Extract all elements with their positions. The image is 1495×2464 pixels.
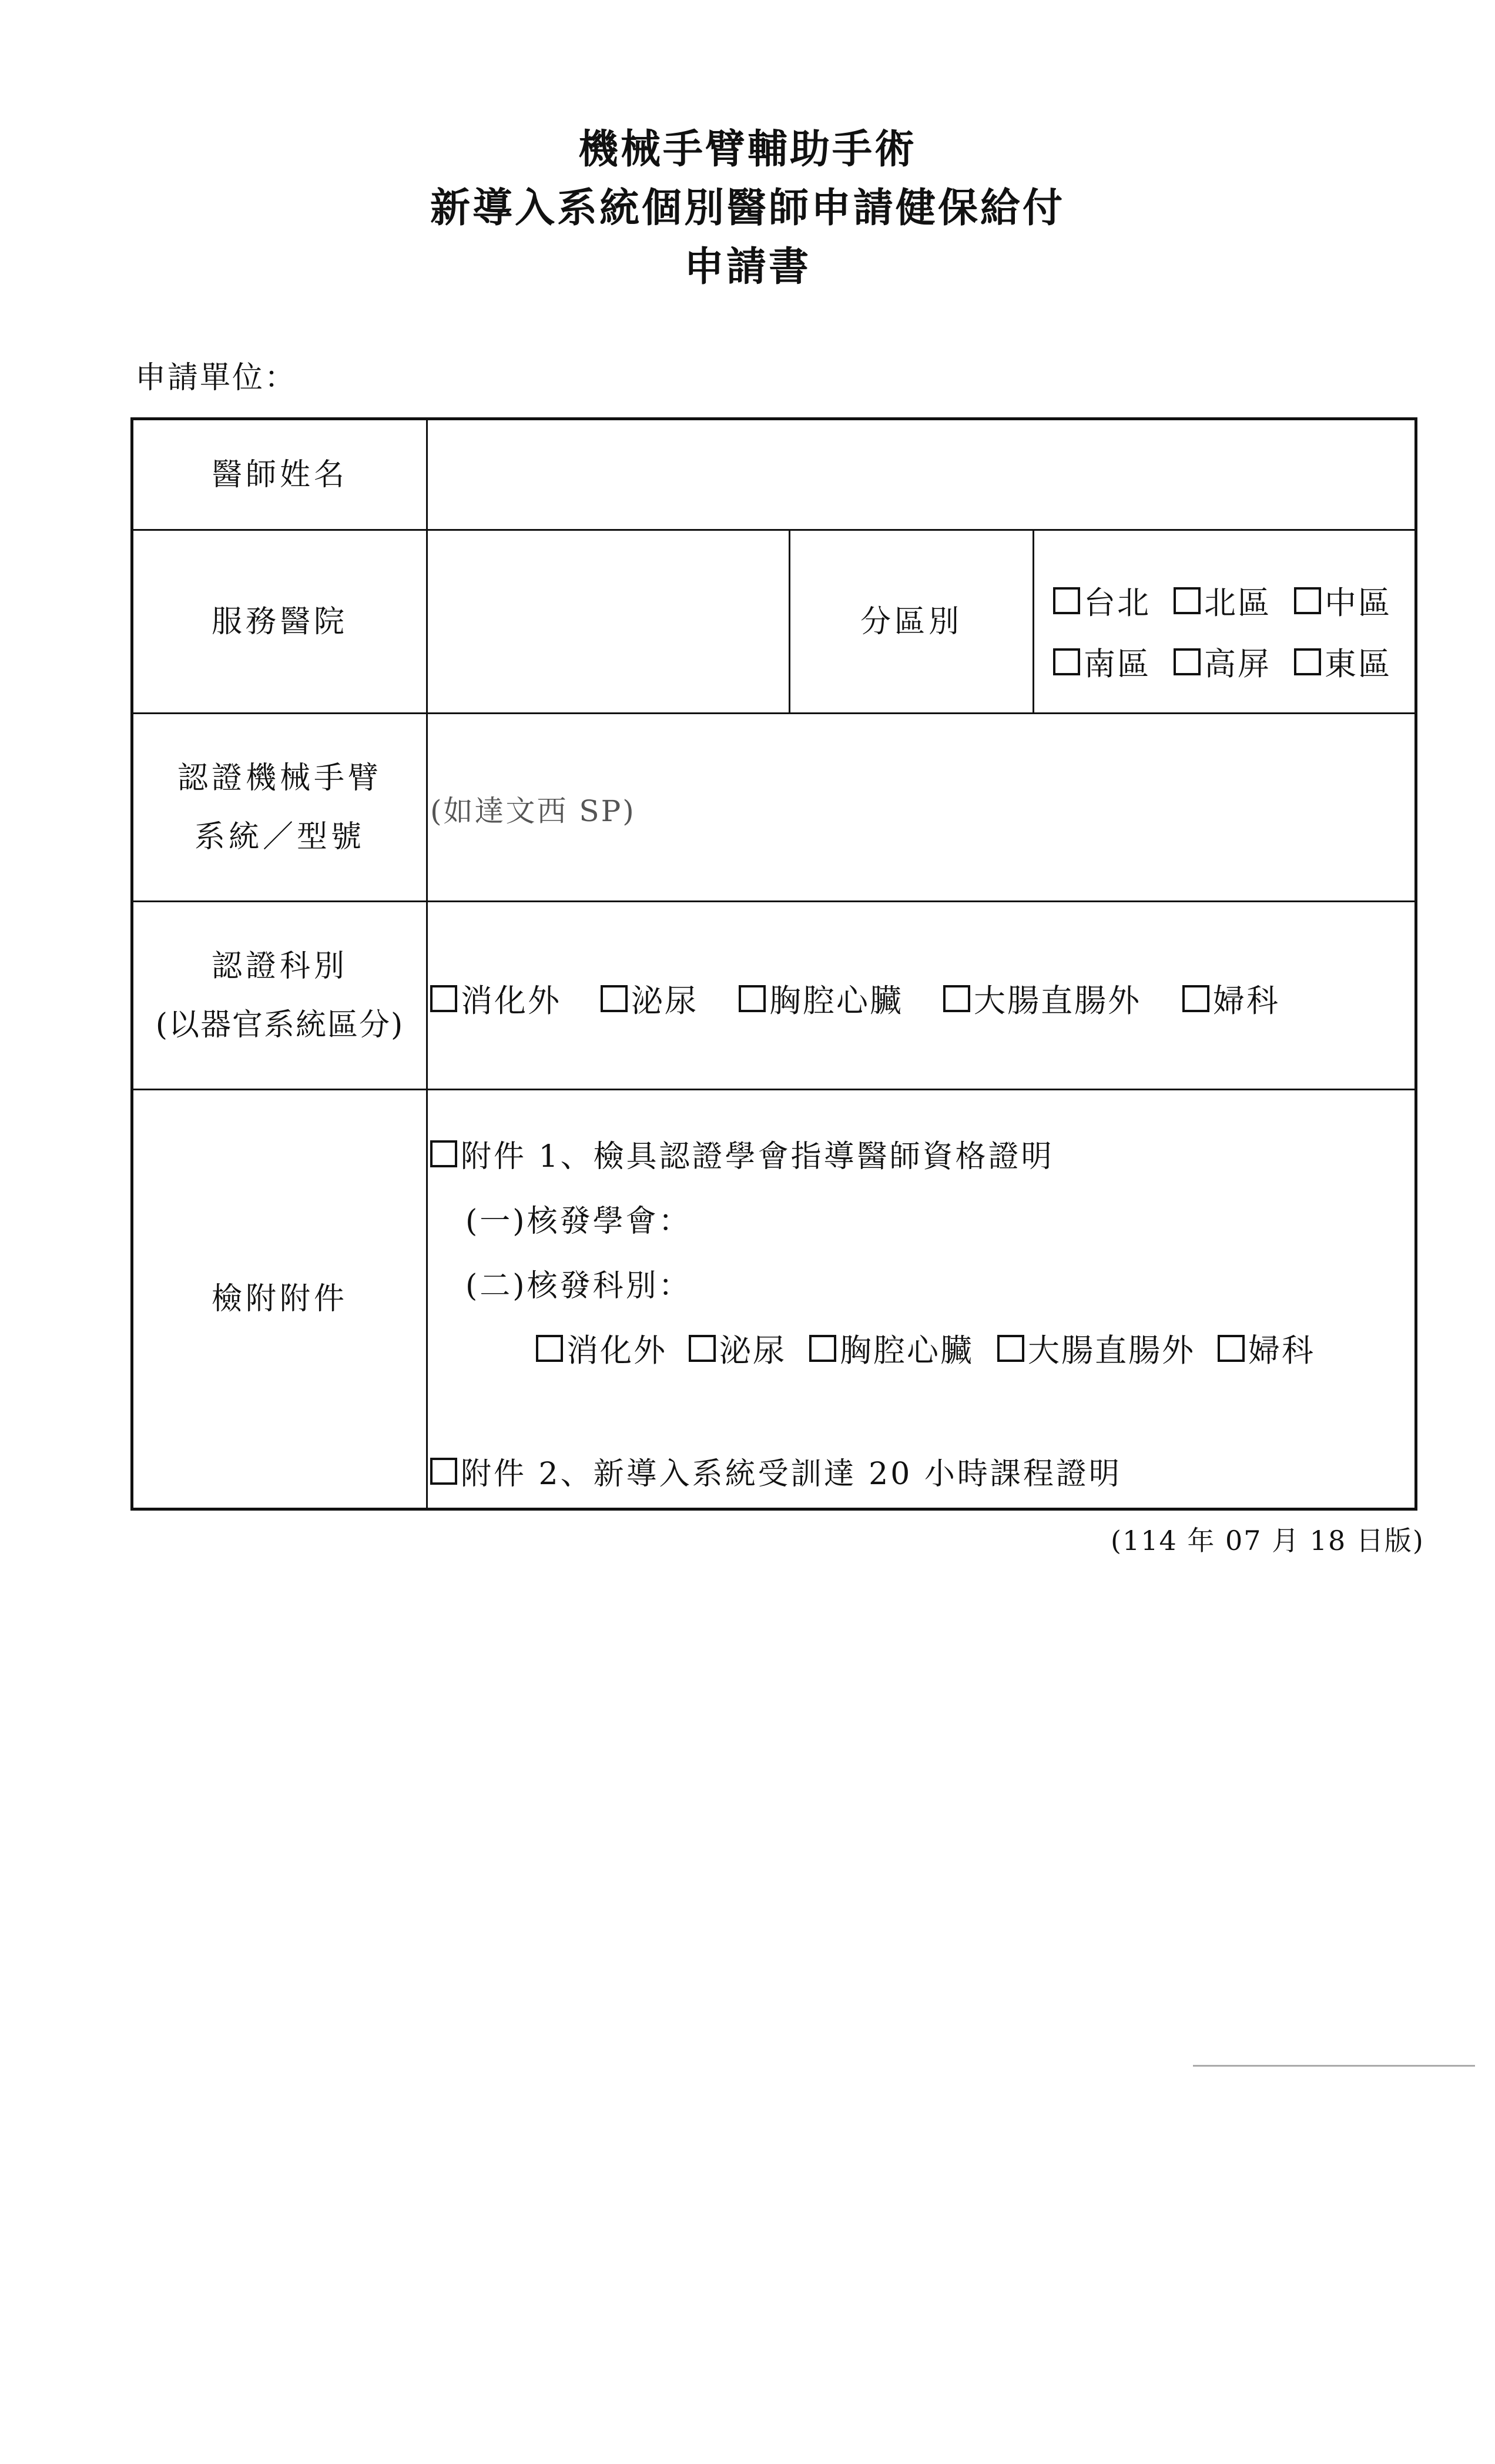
version-note: (114 年 07 月 18 日版)	[1111, 1525, 1424, 1556]
hospital-label: 服務醫院	[211, 604, 348, 640]
checkbox[interactable]	[997, 1335, 1024, 1362]
checkbox[interactable]	[430, 985, 457, 1012]
attachment-specialty-cardiothoracic[interactable]: 胸腔心臟	[809, 1325, 974, 1371]
division-option-central[interactable]: 中區	[1294, 578, 1392, 623]
scan-artifact-line	[1193, 2065, 1475, 2067]
checkbox[interactable]	[536, 1335, 563, 1362]
specialty-label: 認證科別 (以器官系統區分)	[155, 948, 404, 1043]
checkbox[interactable]	[689, 1335, 716, 1362]
attachment-specialty-urology[interactable]: 泌尿	[689, 1325, 786, 1371]
attachment-1[interactable]: 附件 1、檢具認證學會指導醫師資格證明	[430, 1131, 1054, 1176]
hospital-field[interactable]	[428, 531, 789, 712]
division-option-south[interactable]: 南區	[1053, 639, 1151, 684]
doctor-name-label: 醫師姓名	[211, 457, 348, 493]
specialty-option-gynecology[interactable]: 婦科	[1182, 976, 1280, 1021]
checkbox[interactable]	[430, 1458, 457, 1485]
robot-system-hint: (如達文西 SP)	[430, 794, 636, 828]
attachment-specialty-gynecology[interactable]: 婦科	[1218, 1325, 1315, 1371]
division-option-north[interactable]: 北區	[1174, 578, 1271, 623]
checkbox[interactable]	[809, 1335, 836, 1362]
title-line-3: 申請書	[683, 244, 811, 290]
checkbox[interactable]	[1174, 648, 1201, 675]
specialty-option-gi-surgery[interactable]: 消化外	[430, 976, 561, 1021]
attachment-1-issuing-society: (一)核發學會：	[465, 1204, 692, 1239]
attachment-2[interactable]: 附件 2、新導入系統受訓達 20 小時課程證明	[430, 1449, 1122, 1493]
specialty-option-urology[interactable]: 泌尿	[601, 976, 698, 1021]
division-option-taipei[interactable]: 台北	[1053, 578, 1151, 623]
applicant-unit-label: 申請單位：	[135, 360, 297, 396]
attachment-specialty-colorectal[interactable]: 大腸直腸外	[997, 1325, 1195, 1371]
robot-system-label: 認證機械手臂 系統／型號	[177, 760, 382, 855]
checkbox[interactable]	[601, 985, 628, 1012]
title-line-2: 新導入系統個別醫師申請健保給付	[430, 185, 1065, 232]
division-option-east[interactable]: 東區	[1294, 639, 1392, 684]
attachments-label: 檢附附件	[211, 1281, 348, 1317]
checkbox[interactable]	[1174, 587, 1201, 614]
checkbox[interactable]	[1053, 648, 1080, 675]
doctor-name-field[interactable]	[428, 420, 1415, 529]
specialty-option-colorectal[interactable]: 大腸直腸外	[943, 976, 1141, 1021]
checkbox[interactable]	[1182, 985, 1209, 1012]
checkbox[interactable]	[430, 1140, 457, 1167]
attachment-specialty-gi-surgery[interactable]: 消化外	[536, 1325, 667, 1371]
checkbox[interactable]	[1053, 587, 1080, 614]
checkbox[interactable]	[739, 985, 766, 1012]
division-label: 分區別	[860, 604, 963, 640]
hospital-row-divider	[1033, 529, 1034, 712]
division-option-kaoping[interactable]: 高屏	[1174, 639, 1271, 684]
form-title	[0, 120, 1495, 297]
attachment-1-issuing-specialty: (二)核發科別：	[465, 1268, 692, 1304]
specialty-option-cardiothoracic[interactable]: 胸腔心臟	[739, 976, 903, 1021]
checkbox[interactable]	[1218, 1335, 1245, 1362]
checkbox[interactable]	[1294, 648, 1321, 675]
title-line-1: 機械手臂輔助手術	[578, 126, 917, 173]
application-form-table	[130, 417, 1417, 1511]
checkbox[interactable]	[1294, 587, 1321, 614]
checkbox[interactable]	[943, 985, 970, 1012]
